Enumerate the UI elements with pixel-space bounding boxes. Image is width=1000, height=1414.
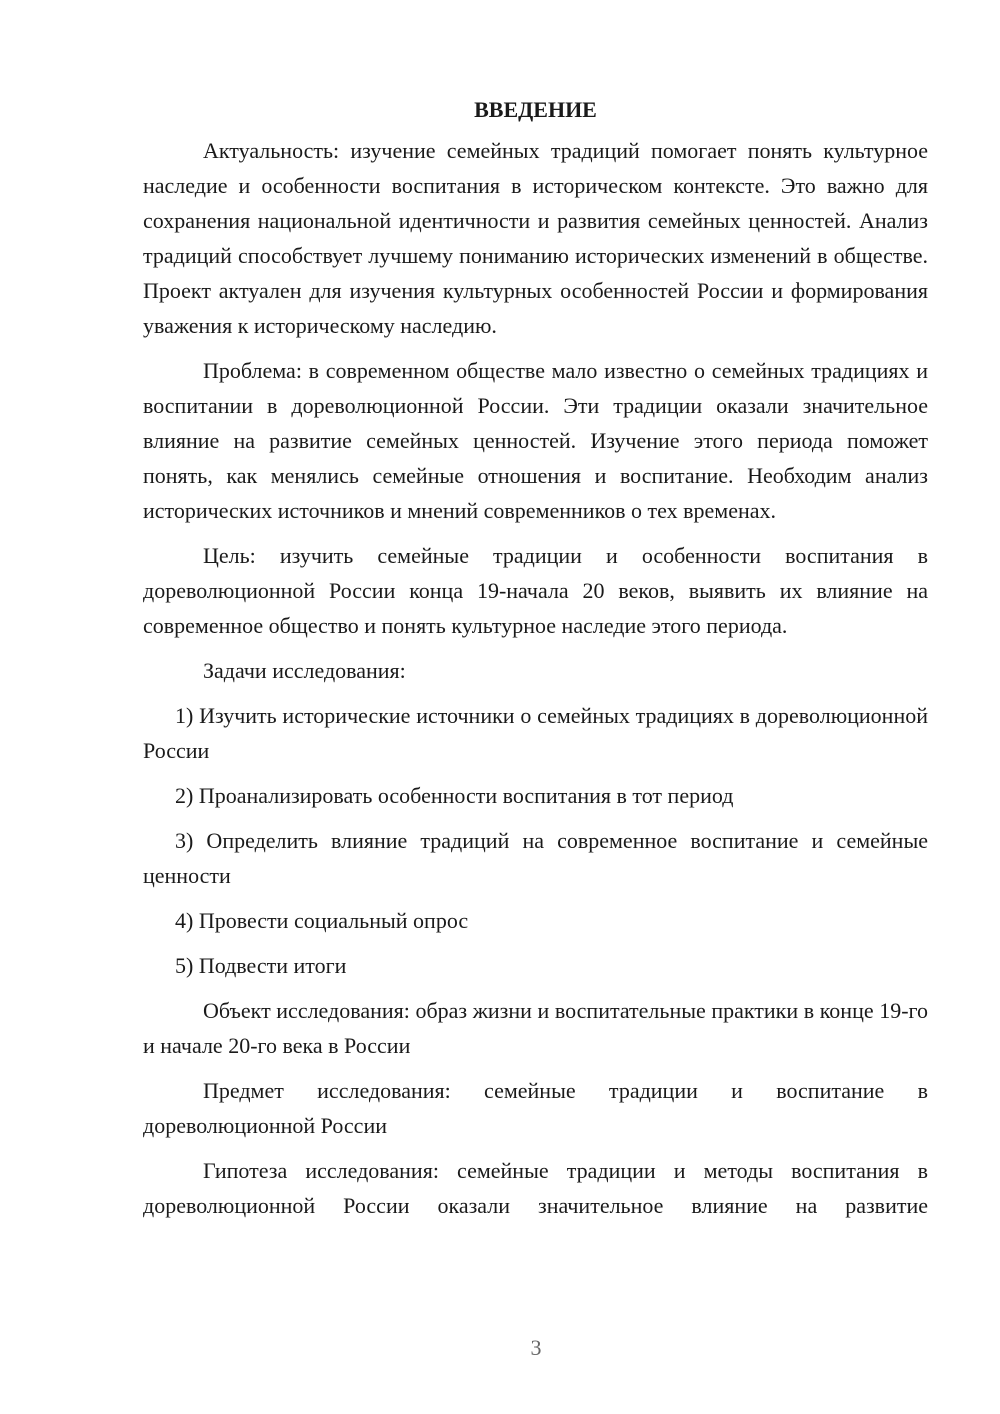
task-item-2: 2) Проанализировать особенности воспитания в тот период [175, 783, 734, 808]
paragraph-relevance: Актуальность: изучение семейных традиций помогает понять культурное наследие и особенности воспитания в историческом контексте. Это важно для сохранения национальной идентичности и развития семейных ценностей. Анализ традиций способствует лучшему пониманию исторических изменений в обществе. Проект актуален для изучения культурных особенностей России и формирования уважения к историческому наследию. [143, 138, 928, 338]
task-item-3: 3) Определить влияние традиций на современное воспитание и семейные ценности [143, 828, 928, 888]
task-item-1: 1) Изучить исторические источники о семейных традициях в дореволюционной России [143, 703, 928, 763]
tasks-heading: Задачи исследования: [203, 658, 406, 683]
paragraph-goal: Цель: изучить семейные традиции и особенности воспитания в дореволюционной России конца 19-начала 20 веков, выявить их влияние на современное общество и понять культурное наследие этого периода. [143, 543, 928, 638]
task-item-5: 5) Подвести итоги [175, 953, 347, 978]
paragraph-hypothesis: Гипотеза исследования: семейные традиции и методы воспитания в дореволюционной России оказали значительное влияние на развитие [143, 1158, 928, 1218]
paragraph-subject: Предмет исследования: семейные традиции и воспитание в дореволюционной России [143, 1078, 928, 1138]
paragraph-problem: Проблема: в современном обществе мало известно о семейных традициях и воспитании в дореволюционной России. Эти традиции оказали значительное влияние на развитие семейных ценностей. Изучение этого периода поможет понять, как менялись семейные отношения и воспитание. Необходим анализ исторических источников и мнений современников о тех временах. [143, 358, 928, 523]
section-title: ВВЕДЕНИЕ [474, 97, 597, 122]
paragraph-object: Объект исследования: образ жизни и воспитательные практики в конце 19-го и начале 20-го века в России [143, 998, 928, 1058]
page-number: 3 [530, 1335, 542, 1360]
task-item-4: 4) Провести социальный опрос [175, 908, 469, 933]
document-page [143, 92, 928, 1233]
